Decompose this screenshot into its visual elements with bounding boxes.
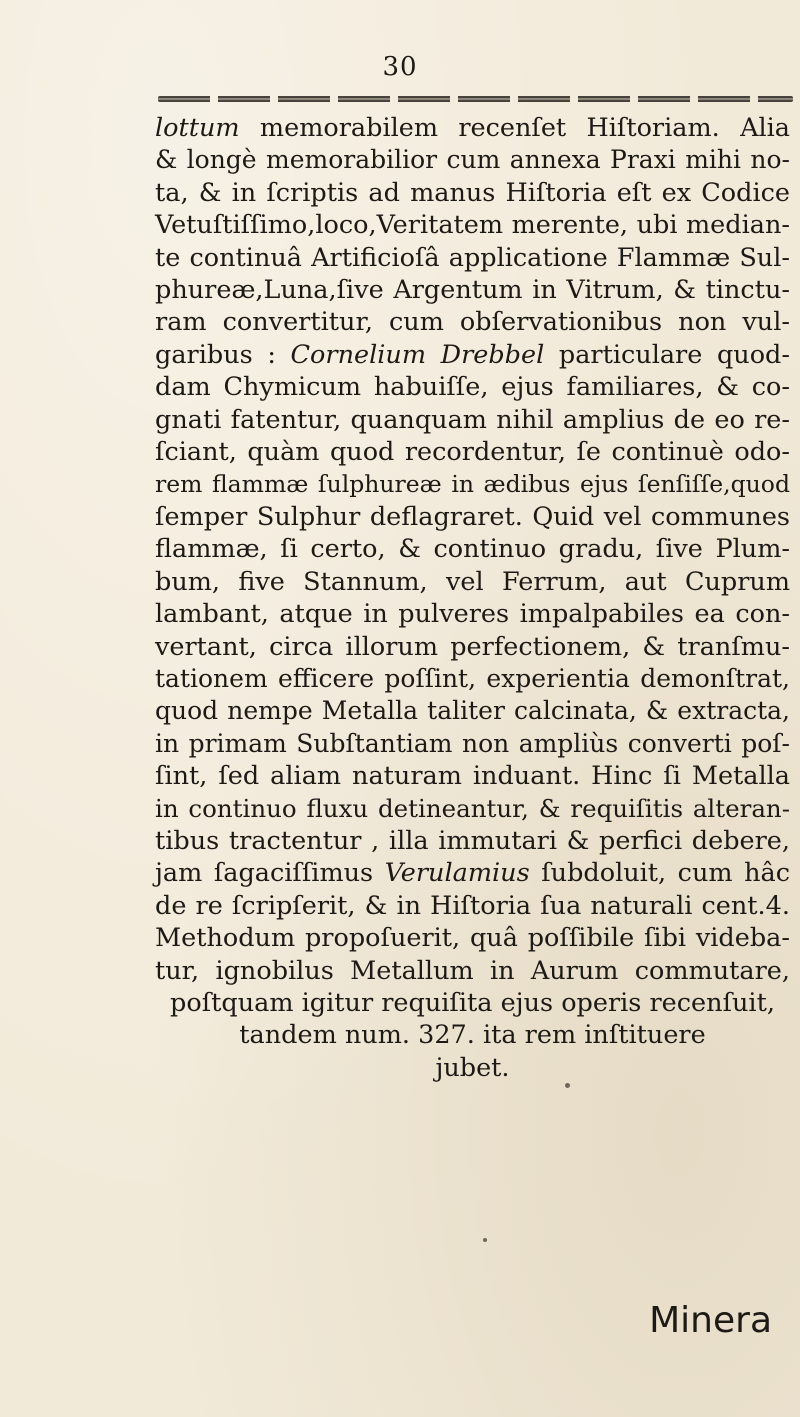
text-run: te continuâ Artificioſâ applicatione Flammæ Sul- — [155, 242, 790, 273]
text-line — [155, 760, 790, 792]
text-line — [155, 1052, 790, 1084]
text-line — [155, 857, 790, 889]
text-line — [155, 987, 790, 1019]
page-number: 30 — [382, 52, 418, 82]
text-run: vertant, circa illorum perfectionem, & tranſmu- — [155, 631, 790, 662]
text-line — [155, 436, 790, 468]
text-line — [155, 112, 790, 144]
text-line — [155, 825, 790, 857]
text-run: lambant, atque in pulveres impalpabiles ea con- — [155, 599, 790, 630]
text-run: Vetuſtiſſimo,loco,Veritatem merente, ubi median- — [155, 210, 790, 241]
text-line — [155, 533, 790, 565]
text-line — [155, 793, 790, 825]
text-run: ſciant, quàm quod recordentur, ſe continuè odo- — [155, 437, 790, 468]
text-run: bum, five Stannum, vel Ferrum, aut Cuprum — [155, 566, 790, 597]
text-line — [155, 404, 790, 436]
text-run: jubet. — [435, 1052, 510, 1083]
text-run: ſemper Sulphur deflagraret. Quid vel communes — [155, 501, 790, 532]
text-run: Methodum propoſuerit, quâ poſſibile ſibi videba- — [155, 923, 790, 954]
italic-name: Cornelium Drebbel — [290, 339, 545, 370]
text-run: ſint, ſed aliam naturam induant. Hinc ſi Metalla — [155, 761, 790, 792]
text-line — [155, 695, 790, 727]
text-run: ſubdoluit, cum hâc — [529, 858, 791, 889]
text-run: in primam Subſtantiam non ampliùs converti poſ- — [155, 728, 790, 758]
text-run: jam ſagaciſſimus — [155, 858, 385, 889]
text-line — [155, 177, 790, 209]
text-line — [155, 1019, 790, 1051]
text-run: in continuo fluxu detineantur, & requiſitis alteran- — [155, 793, 790, 823]
text-line — [155, 566, 790, 598]
text-line — [155, 663, 790, 695]
catchword: Minera — [649, 1300, 772, 1341]
text-line — [155, 468, 790, 500]
text-line — [155, 922, 790, 954]
text-run: phureæ,Luna,ſive Argentum in Vitrum, & tinctu- — [155, 275, 790, 306]
text-line — [155, 728, 790, 760]
main-text-block — [155, 112, 790, 1084]
text-line — [155, 631, 790, 663]
text-run: tationem efficere poſſint, experientia demonſtrat, — [155, 663, 790, 693]
text-run: de re ſcripſerit, & in Hiſtoria ſua naturali cent.4. — [155, 890, 790, 921]
text-run: dam Chymicum habuiſſe, ejus familiares, & co- — [155, 372, 790, 403]
text-line — [155, 501, 790, 533]
italic-name: lottum — [155, 113, 240, 143]
text-run: & longè memorabilior cum annexa Praxi mihi no- — [155, 145, 790, 175]
text-run: tibus tractentur , illa immutari & perfici debere, — [155, 825, 790, 856]
text-run: ram convertitur, cum obſervationibus non vul- — [155, 307, 790, 338]
ink-speck — [565, 1083, 570, 1088]
text-run: memorabilem recenſet Hiſtoriam. Alia — [239, 113, 790, 143]
text-line — [155, 274, 790, 306]
header-rule — [158, 96, 793, 102]
text-line — [155, 598, 790, 630]
text-run: garibus : — [155, 339, 291, 370]
ink-speck — [483, 1238, 487, 1242]
text-line — [155, 144, 790, 176]
text-run: ta, & in ſcriptis ad manus Hiſtoria eſt ex Codice — [155, 177, 790, 208]
text-line — [155, 955, 790, 987]
text-run: tur, ignobilus Metallum in Aurum commutare, — [155, 955, 790, 986]
text-run: quod nempe Metalla taliter calcinata, & extracta, — [155, 696, 790, 726]
text-run: gnati fatentur, quanquam nihil amplius de eo re- — [155, 404, 790, 435]
text-line — [155, 209, 790, 241]
text-line — [155, 242, 790, 274]
text-run: poſtquam igitur requiſita ejus operis recenſuit, — [170, 987, 775, 1018]
text-line — [155, 339, 790, 371]
text-line — [155, 890, 790, 922]
text-line — [155, 371, 790, 403]
text-run: rem flammæ ſulphureæ in ædibus ejus ſenſiſſe,quod — [155, 470, 790, 499]
text-run: particulare quod- — [544, 339, 790, 370]
text-run: tandem num. 327. ita rem inſtituere — [239, 1020, 706, 1051]
text-line — [155, 306, 790, 338]
text-run: flammæ, ſi certo, & continuo gradu, ſive Plum- — [155, 534, 790, 565]
italic-name: Verulamius — [384, 858, 530, 889]
